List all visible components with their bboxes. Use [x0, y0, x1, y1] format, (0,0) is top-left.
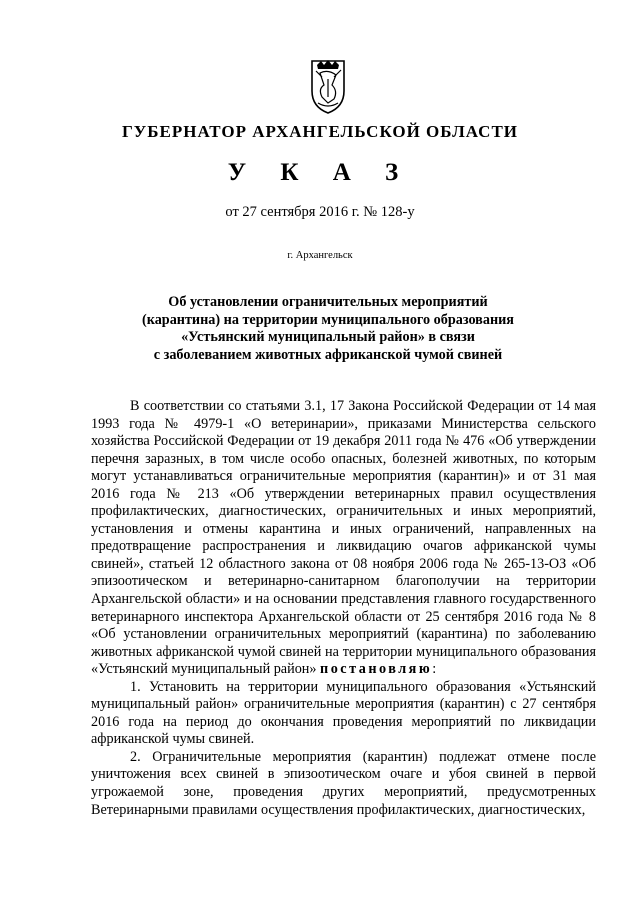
coat-of-arms-emblem [308, 57, 348, 115]
title-line: «Устьянский муниципальный район» в связи [181, 329, 475, 345]
authority-heading: ГУБЕРНАТОР АРХАНГЕЛЬСКОЙ ОБЛАСТИ [121, 122, 519, 141]
title-line: с заболеванием животных африканской чумой свиней [153, 346, 503, 363]
decree-body [91, 398, 596, 819]
document-type: У К А З [227, 159, 413, 186]
preamble-text: В соответствии со статьями 3.1, 17 Закона Российской Федерации от 14 мая 1993 года № 4979-1 «О ветеринарии», приказами Министерства сельского хозяйства Российской Федерации от 19 декабря 2011 года № 476 «Об утверждении перечня заразных, в том числе особо опасных, болезней животных, по которым могут устанавливаться ограничительные мероприятия (карантин)» и от 31 мая 2016 года № 213 «Об утверждении ветеринарных правил осуществления профилактических, диагностических, ограничительных и иных мероприятий, установления и отмены карантина и иных ограничений, направленных на предотвращение распространения и ликвидацию очагов африканской чумы свиней», статьей 12 областного закона от 08 ноября 2006 года № 265-13-ОЗ «Об эпизоотическом и ветеринарно-санитарном благополучии на территории Архангельской области» и на основании представления главного государственного ветеринарного инспектора Архангельской области от 25 сентября 2016 года № 8 «Об установлении ограничительных мероприятий (карантина) по заболеванию животных африканской чумой свиней на территории муниципального образования «Устьянский муниципальный район» [91, 398, 596, 678]
preamble-paragraph [91, 398, 596, 679]
date-number: от 27 сентября 2016 г. № 128-у [225, 204, 415, 220]
title-line: Об установлении ограничительных мероприятий [168, 294, 488, 310]
decree-colon: : [432, 661, 437, 678]
decree-title [100, 294, 556, 364]
item-1-paragraph: 1. Установить на территории муниципального образования «Устьянский муниципальный район» ограничительные мероприятия (карантин) с 27 сентября 2016 года на период до окончания проведения мероприятий по ликвидации африканской чумы свиней. [91, 678, 596, 748]
city: г. Архангельск [287, 250, 353, 261]
decree-word: постановляю [320, 661, 433, 678]
title-line: (карантина) на территории муниципального образования [142, 311, 514, 328]
item-2-paragraph: 2. Ограничительные мероприятия (карантин) подлежат отмене после уничтожения всех свиней в эпизоотическом очаге и убоя свиней в первой угрожаемой зоне, проведения других мероприятий, предусмотренных Ветеринарными правилами осуществления профилактических, диагностических, [91, 748, 596, 818]
